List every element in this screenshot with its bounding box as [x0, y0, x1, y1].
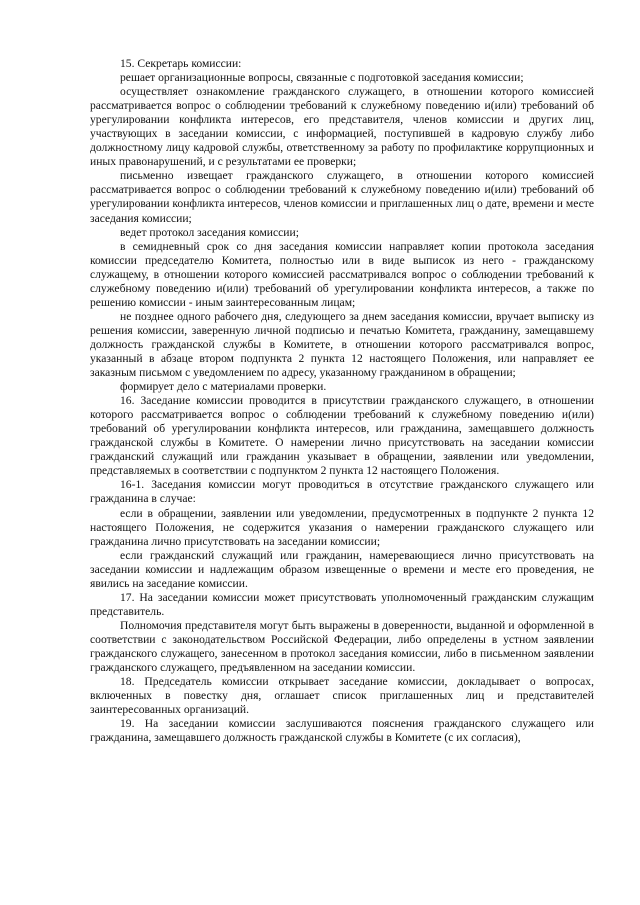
paragraph: письменно извещает гражданского служащего, в отношении которого комиссией рассматривается вопрос о соблюдении требований к служебному поведению и(или) требований об урегулировании конфликта интересов, членов комиссии и приглашенных лиц о дате, времени и месте заседания комиссии; [90, 169, 594, 225]
paragraph: решает организационные вопросы, связанные с подготовкой заседания комиссии; [120, 71, 524, 85]
paragraph: 16. Заседание комиссии проводится в присутствии гражданского служащего, в отношении которого рассматривается вопрос о соблюдении требований к служебному поведению и(или) требований об урегулировании конфликта интересов, или гражданина, замещавшего должность гражданской службы в Комитете. О намерении лично присутствовать на заседании комиссии гражданский служащий или гражданин указывает в обращении, заявлении или уведомлении, представляемых в соответствии с подпунктом 2 пункта 12 настоящего Положения. [90, 394, 594, 478]
paragraph: формирует дело с материалами проверки. [120, 380, 327, 394]
paragraph: 18. Председатель комиссии открывает заседание комиссии, докладывает о вопросах, включенных в повестку дня, оглашает список приглашенных лиц и представителей заинтересованных организаций. [90, 675, 594, 717]
paragraph: осуществляет ознакомление гражданского служащего, в отношении которого комиссией рассматривается вопрос о соблюдении требований к служебному поведению и(или) требований об урегулировании конфликта интересов, его представителя, членов комиссии и других лиц, участвующих в заседании комиссии, с информацией, поступившей в кадровую службу либо должностному лицу кадровой службы, ответственному за работу по профилактике коррупционных и иных правонарушений, и с результатами ее проверки; [90, 85, 594, 169]
paragraph: Полномочия представителя могут быть выражены в доверенности, выданной и оформленной в соответствии с законодательством Российской Федерации, либо определены в устном заявлении гражданского служащего, занесенном в протокол заседания комиссии, либо в письменном заявлении гражданского служащего, предъявленном на заседании комиссии. [90, 618, 594, 675]
paragraph: 17. На заседании комиссии может присутствовать уполномоченный гражданским служащим представитель. [90, 590, 594, 618]
paragraph: ведет протокол заседания комиссии; [120, 225, 299, 239]
paragraph: если гражданский служащий или гражданин, намеревающиеся лично присутствовать на заседании комиссии и надлежащим образом извещенные о времени и месте его проведения, не явились на заседание комиссии. [90, 548, 594, 590]
paragraph: не позднее одного рабочего дня, следующего за днем заседания комиссии, вручает выписку из решения комиссии, заверенную личной подписью и печатью Комитета, гражданину, замещавшему должность гражданской службы в Комитете, в отношении которого рассматривался вопрос, указанный в абзаце втором подпункта 2 пункта 12 настоящего Положения, или направляет ее заказным письмом с уведомлением по адресу, указанному гражданином в обращении; [90, 309, 594, 380]
paragraph: 16-1. Заседания комиссии могут проводиться в отсутствие гражданского служащего или гражданина в случае: [90, 478, 594, 506]
paragraph: в семидневный срок со дня заседания комиссии направляет копии протокола заседания комиссии председателю Комитета, полностью или в виде выписок из него - гражданскому служащему, в отношении которого комиссией рассматривался вопрос о соблюдении требований к служебному поведению и(или) требований об урегулировании конфликта интересов, а также по решению комиссии - иным заинтересованным лицам; [90, 239, 594, 309]
section-heading: 15. Секретарь комиссии: [120, 57, 242, 70]
paragraph: если в обращении, заявлении или уведомлении, предусмотренных в подпункте 2 пункта 12 настоящего Положения, не содержится указания о намерении гражданского служащего или гражданина лично присутствовать на заседании комиссии; [90, 506, 594, 548]
paragraph: 19. На заседании комиссии заслушиваются пояснения гражданского служащего или гражданина, замещавшего должность гражданской службы в Комитете (с их согласия), [90, 717, 594, 745]
